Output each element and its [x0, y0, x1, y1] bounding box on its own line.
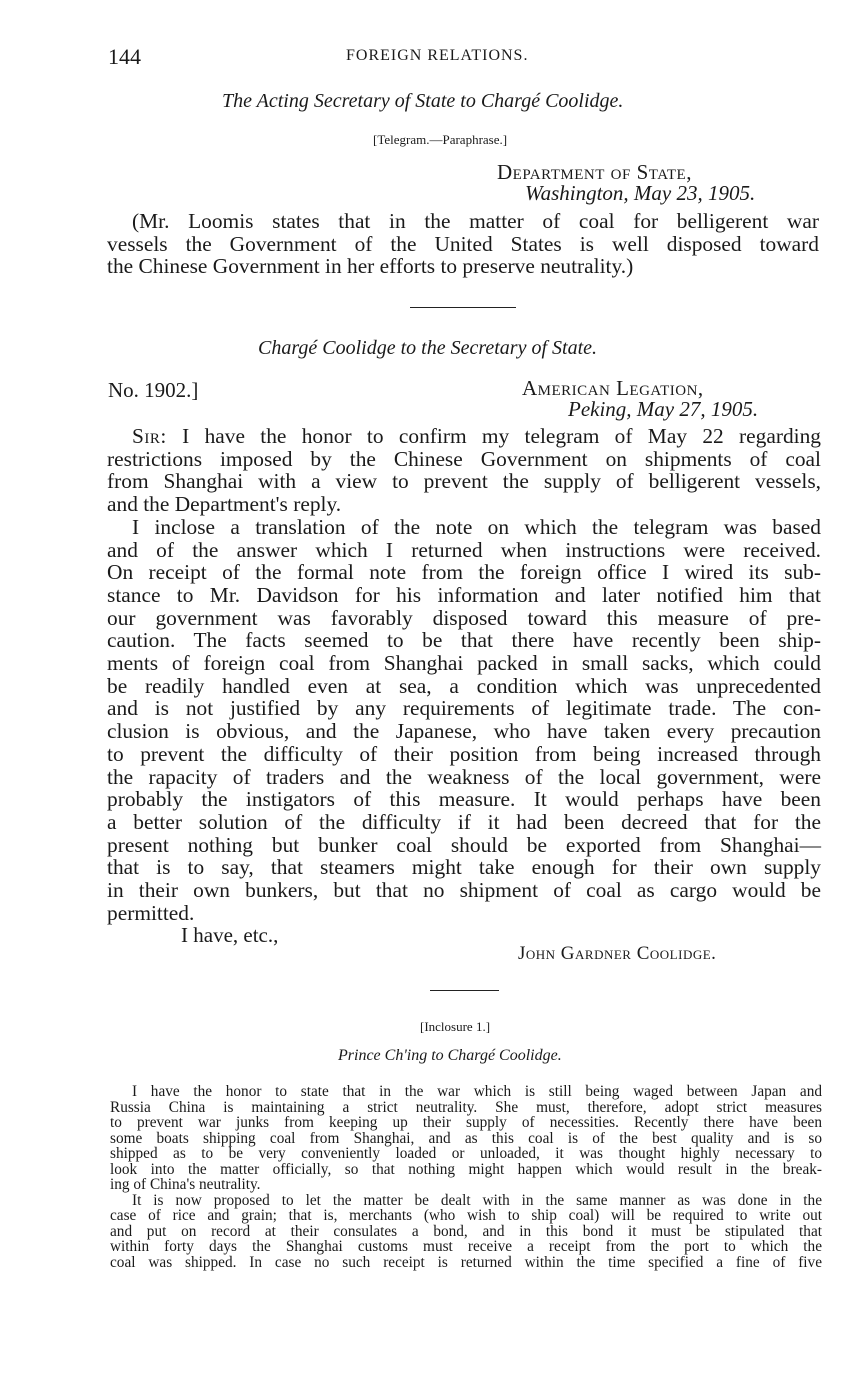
doc2-body-line: On receipt of the formal note from the foreign office I wired its sub-	[107, 560, 821, 585]
doc2-body-line: to prevent the difficulty of their position from being increased through	[107, 741, 821, 766]
doc2-body-line: our government was favorably disposed toward this measure of pre-	[107, 605, 821, 630]
doc2-body-line: restrictions imposed by the Chinese Government on shipments of coal	[107, 446, 821, 471]
inclosure-body-line: It is now proposed to let the matter be dealt with in the same manner as was done in the	[132, 1191, 822, 1209]
doc2-body-line: Sir: I have the honor to confirm my telegram of May 22 regarding	[132, 424, 821, 448]
doc2-signature: John Gardner Coolidge.	[518, 943, 717, 964]
doc2-sender: American Legation,	[522, 376, 704, 400]
inclosure-body-line: and put on record at their consulates a bond, and in this bond it must be stipulated that	[110, 1222, 822, 1240]
doc1-title: The Acting Secretary of State to Chargé Coolidge.	[222, 90, 624, 112]
doc2-body	[107, 425, 821, 924]
inclosure-label: [Inclosure 1.]	[420, 1019, 491, 1034]
doc2-closing: I have, etc.,	[181, 923, 279, 947]
doc2-body-line: from Shanghai with a view to prevent the supply of belligerent vessels,	[107, 469, 821, 494]
doc2-body-line: I inclose a translation of the note on which the telegram was based	[132, 514, 821, 539]
doc2-place-date: Peking, May 27, 1905.	[568, 397, 759, 421]
section-divider	[430, 990, 499, 991]
doc2-body-line: in their own bunkers, but that no shipment of coal as cargo would be	[107, 878, 821, 903]
running-title: FOREIGN RELATIONS.	[346, 47, 529, 64]
inclosure-body-line: coal was shipped. In case no such receipt is returned within the time specified a fine of five	[110, 1253, 822, 1271]
inclosure-body-line: I have the honor to state that in the war which is still being waged between Japan and	[132, 1083, 822, 1100]
salutation: Sir:	[132, 424, 167, 448]
inclosure-body	[110, 1084, 822, 1270]
inclosure-body-line: shipped as to be very conveniently loaded or unloaded, it was thought highly necessary to	[110, 1145, 822, 1162]
doc2-body-line: ments of foreign coal from Shanghai packed in small sacks, which could	[107, 651, 821, 676]
doc2-body-line: clusion is obvious, and the Japanese, who have taken every precaution	[107, 719, 821, 744]
inclosure-title: Prince Ch'ing to Chargé Coolidge.	[338, 1047, 562, 1064]
doc2-body-line: be readily handled even at sea, a condition which was unprecedented	[107, 673, 821, 698]
inclosure-body-line: ing of China's neutrality.	[110, 1176, 261, 1193]
doc1-body-line: (Mr. Loomis states that in the matter of coal for belligerent war	[132, 209, 819, 233]
doc1-body-line: vessels the Government of the United States is well disposed toward	[107, 231, 819, 256]
doc2-body-line: and of the answer which I returned when instructions were received.	[107, 537, 821, 562]
inclosure-body-line: some boats shipping coal from Shanghai, and as this coal is of the best quality and is so	[110, 1129, 822, 1147]
doc2-title: Chargé Coolidge to the Secretary of State.	[258, 337, 598, 359]
page-number: 144	[108, 44, 141, 69]
section-divider	[410, 307, 516, 308]
doc1-note: [Telegram.—Paraphrase.]	[373, 132, 508, 147]
doc2-body-line: present nothing but bunker coal should be exported from Shanghai—	[107, 832, 821, 857]
doc1-body-line: the Chinese Government in her efforts to preserve neutrality.)	[107, 254, 634, 279]
inclosure-body-line: case of rice and grain; that is, merchants (who wish to ship coal) will be required to write out	[110, 1207, 822, 1224]
doc1-body	[107, 210, 819, 278]
inclosure-body-line: Russia China is maintaining a strict neutrality. She must, therefore, adopt strict measures	[110, 1098, 822, 1116]
doc2-body-line: and is not justified by any requirements of legitimate trade. The con-	[107, 696, 821, 721]
doc2-body-line: permitted.	[107, 900, 195, 925]
inclosure-body-line: look into the matter officially, so that nothing might happen which would result in the break-	[110, 1160, 822, 1178]
inclosure-body-line: within forty days the Shanghai customs must receive a receipt from the port to which the	[110, 1238, 822, 1255]
doc2-body-line: and the Department's reply.	[107, 492, 342, 517]
inclosure-body-line: to prevent war junks from keeping up their supply of necessities. Recently there have been	[110, 1114, 822, 1131]
doc2-body-line: probably the instigators of this measure. It would perhaps have been	[107, 787, 821, 812]
doc2-body-line: the rapacity of traders and the weakness of the local government, were	[107, 764, 821, 789]
doc2-body-line: that is to say, that steamers might take enough for their own supply	[107, 855, 821, 880]
doc1-place-date: Washington, May 23, 1905.	[525, 181, 756, 205]
doc2-body-line: a better solution of the difficulty if it had been decreed that for the	[107, 809, 821, 834]
doc2-number: No. 1902.]	[108, 378, 199, 402]
doc2-body-line: stance to Mr. Davidson for his information and later notified him that	[107, 582, 821, 607]
doc2-body-line: caution. The facts seemed to be that there have recently been ship-	[107, 628, 821, 653]
doc1-sender: Department of State,	[497, 160, 692, 184]
